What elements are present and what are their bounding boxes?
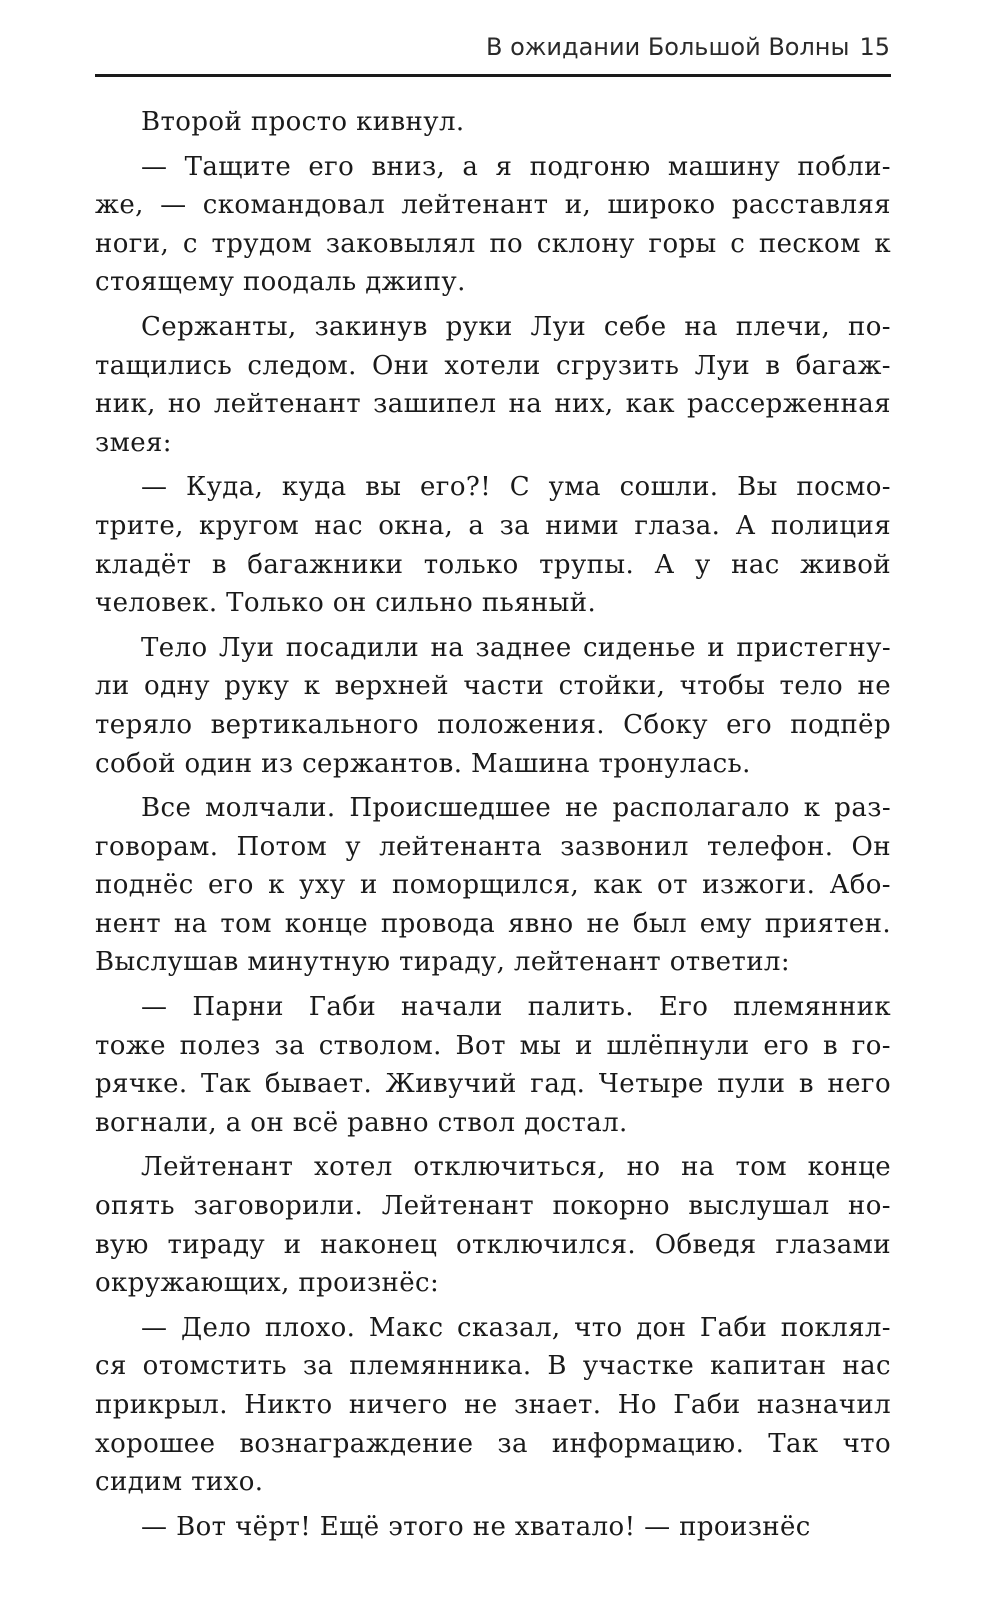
text-line: теряло вертикального положения. Сбоку его подпёр [95, 709, 891, 740]
text-line: — Тащите его вниз, а я подгоню машину побли- [141, 151, 891, 182]
text-line: поднёс его к уху и поморщился, как от изжоги. Або- [95, 870, 891, 901]
text-line: сидим тихо. [95, 1467, 264, 1498]
paragraph [95, 103, 891, 142]
paragraph [95, 1309, 891, 1502]
text-line: змея: [95, 427, 172, 458]
text-line: вую тираду и наконец отключился. Обведя глазами [95, 1229, 891, 1260]
text-line: вогнали, а он всё равно ствол достал. [95, 1107, 628, 1138]
paragraph [95, 629, 891, 783]
text-line: тащились следом. Они хотели сгрузить Луи в багаж- [95, 350, 891, 381]
text-line: ся отомстить за племянника. В участке капитан нас [95, 1351, 891, 1382]
text-line: Сержанты, закинув руки Луи себе на плечи, по- [141, 311, 891, 342]
body-text [95, 103, 891, 1546]
text-line: Второй просто кивнул. [141, 107, 465, 137]
text-line: окружающих, произнёс: [95, 1268, 440, 1299]
text-line: опять заговорили. Лейтенант покорно выслушал но- [95, 1191, 891, 1222]
text-line: — Дело плохо. Макс сказал, что дон Габи поклял- [141, 1312, 891, 1343]
running-title: В ожидании Большой Волны [486, 33, 850, 61]
text-line: рячке. Так бывает. Живучий гад. Четыре пули в него [95, 1069, 891, 1100]
text-line: — Вот чёрт! Ещё этого не хватало! — произнёс [141, 1511, 811, 1542]
header-rule [95, 74, 891, 77]
paragraph [95, 789, 891, 982]
text-line: стоящему поодаль джипу. [95, 267, 466, 298]
text-line: говорам. Потом у лейтенанта зазвонил телефон. Он [95, 831, 891, 862]
text-line: человек. Только он сильно пьяный. [95, 588, 597, 619]
text-line: же, — скомандовал лейтенант и, широко расставляя [95, 190, 891, 221]
text-line: кладёт в багажники только трупы. А у нас живой [95, 549, 891, 580]
text-line: ноги, с трудом заковылял по склону горы с песком к [95, 228, 891, 259]
text-line: трите, кругом нас окна, а за ними глаза. А полиция [95, 510, 891, 541]
text-line: Все молчали. Происшедшее не располагало к раз- [141, 793, 891, 824]
page-number: 15 [859, 33, 890, 61]
text-line: ли одну руку к верхней части стойки, чтобы тело не [95, 671, 891, 702]
text-line: тоже полез за стволом. Вот мы и шлёпнули его в го- [95, 1030, 891, 1061]
text-line: Выслушав минутную тираду, лейтенант ответил: [95, 947, 790, 978]
text-line: — Парни Габи начали палить. Его племянник [141, 992, 891, 1023]
paragraph [95, 1508, 891, 1547]
text-line: ник, но лейтенант зашипел на них, как рассерженная [95, 389, 891, 420]
text-line: хорошее вознаграждение за информацию. Так что [95, 1428, 891, 1459]
text-line: собой один из сержантов. Машина тронулась. [95, 748, 751, 779]
paragraph [95, 1148, 891, 1302]
running-header [486, 33, 890, 61]
text-line: Тело Луи посадили на заднее сиденье и пристегну- [141, 632, 891, 663]
paragraph [95, 468, 891, 622]
paragraph [95, 308, 891, 462]
text-line: нент на том конце провода явно не был ему приятен. [95, 908, 891, 939]
paragraph [95, 988, 891, 1142]
paragraph [95, 148, 891, 302]
text-line: — Куда, куда вы его?! С ума сошли. Вы посмо- [141, 472, 891, 503]
text-line: прикрыл. Никто ничего не знает. Но Габи назначил [95, 1390, 891, 1420]
text-line: Лейтенант хотел отключиться, но на том конце [141, 1152, 891, 1183]
